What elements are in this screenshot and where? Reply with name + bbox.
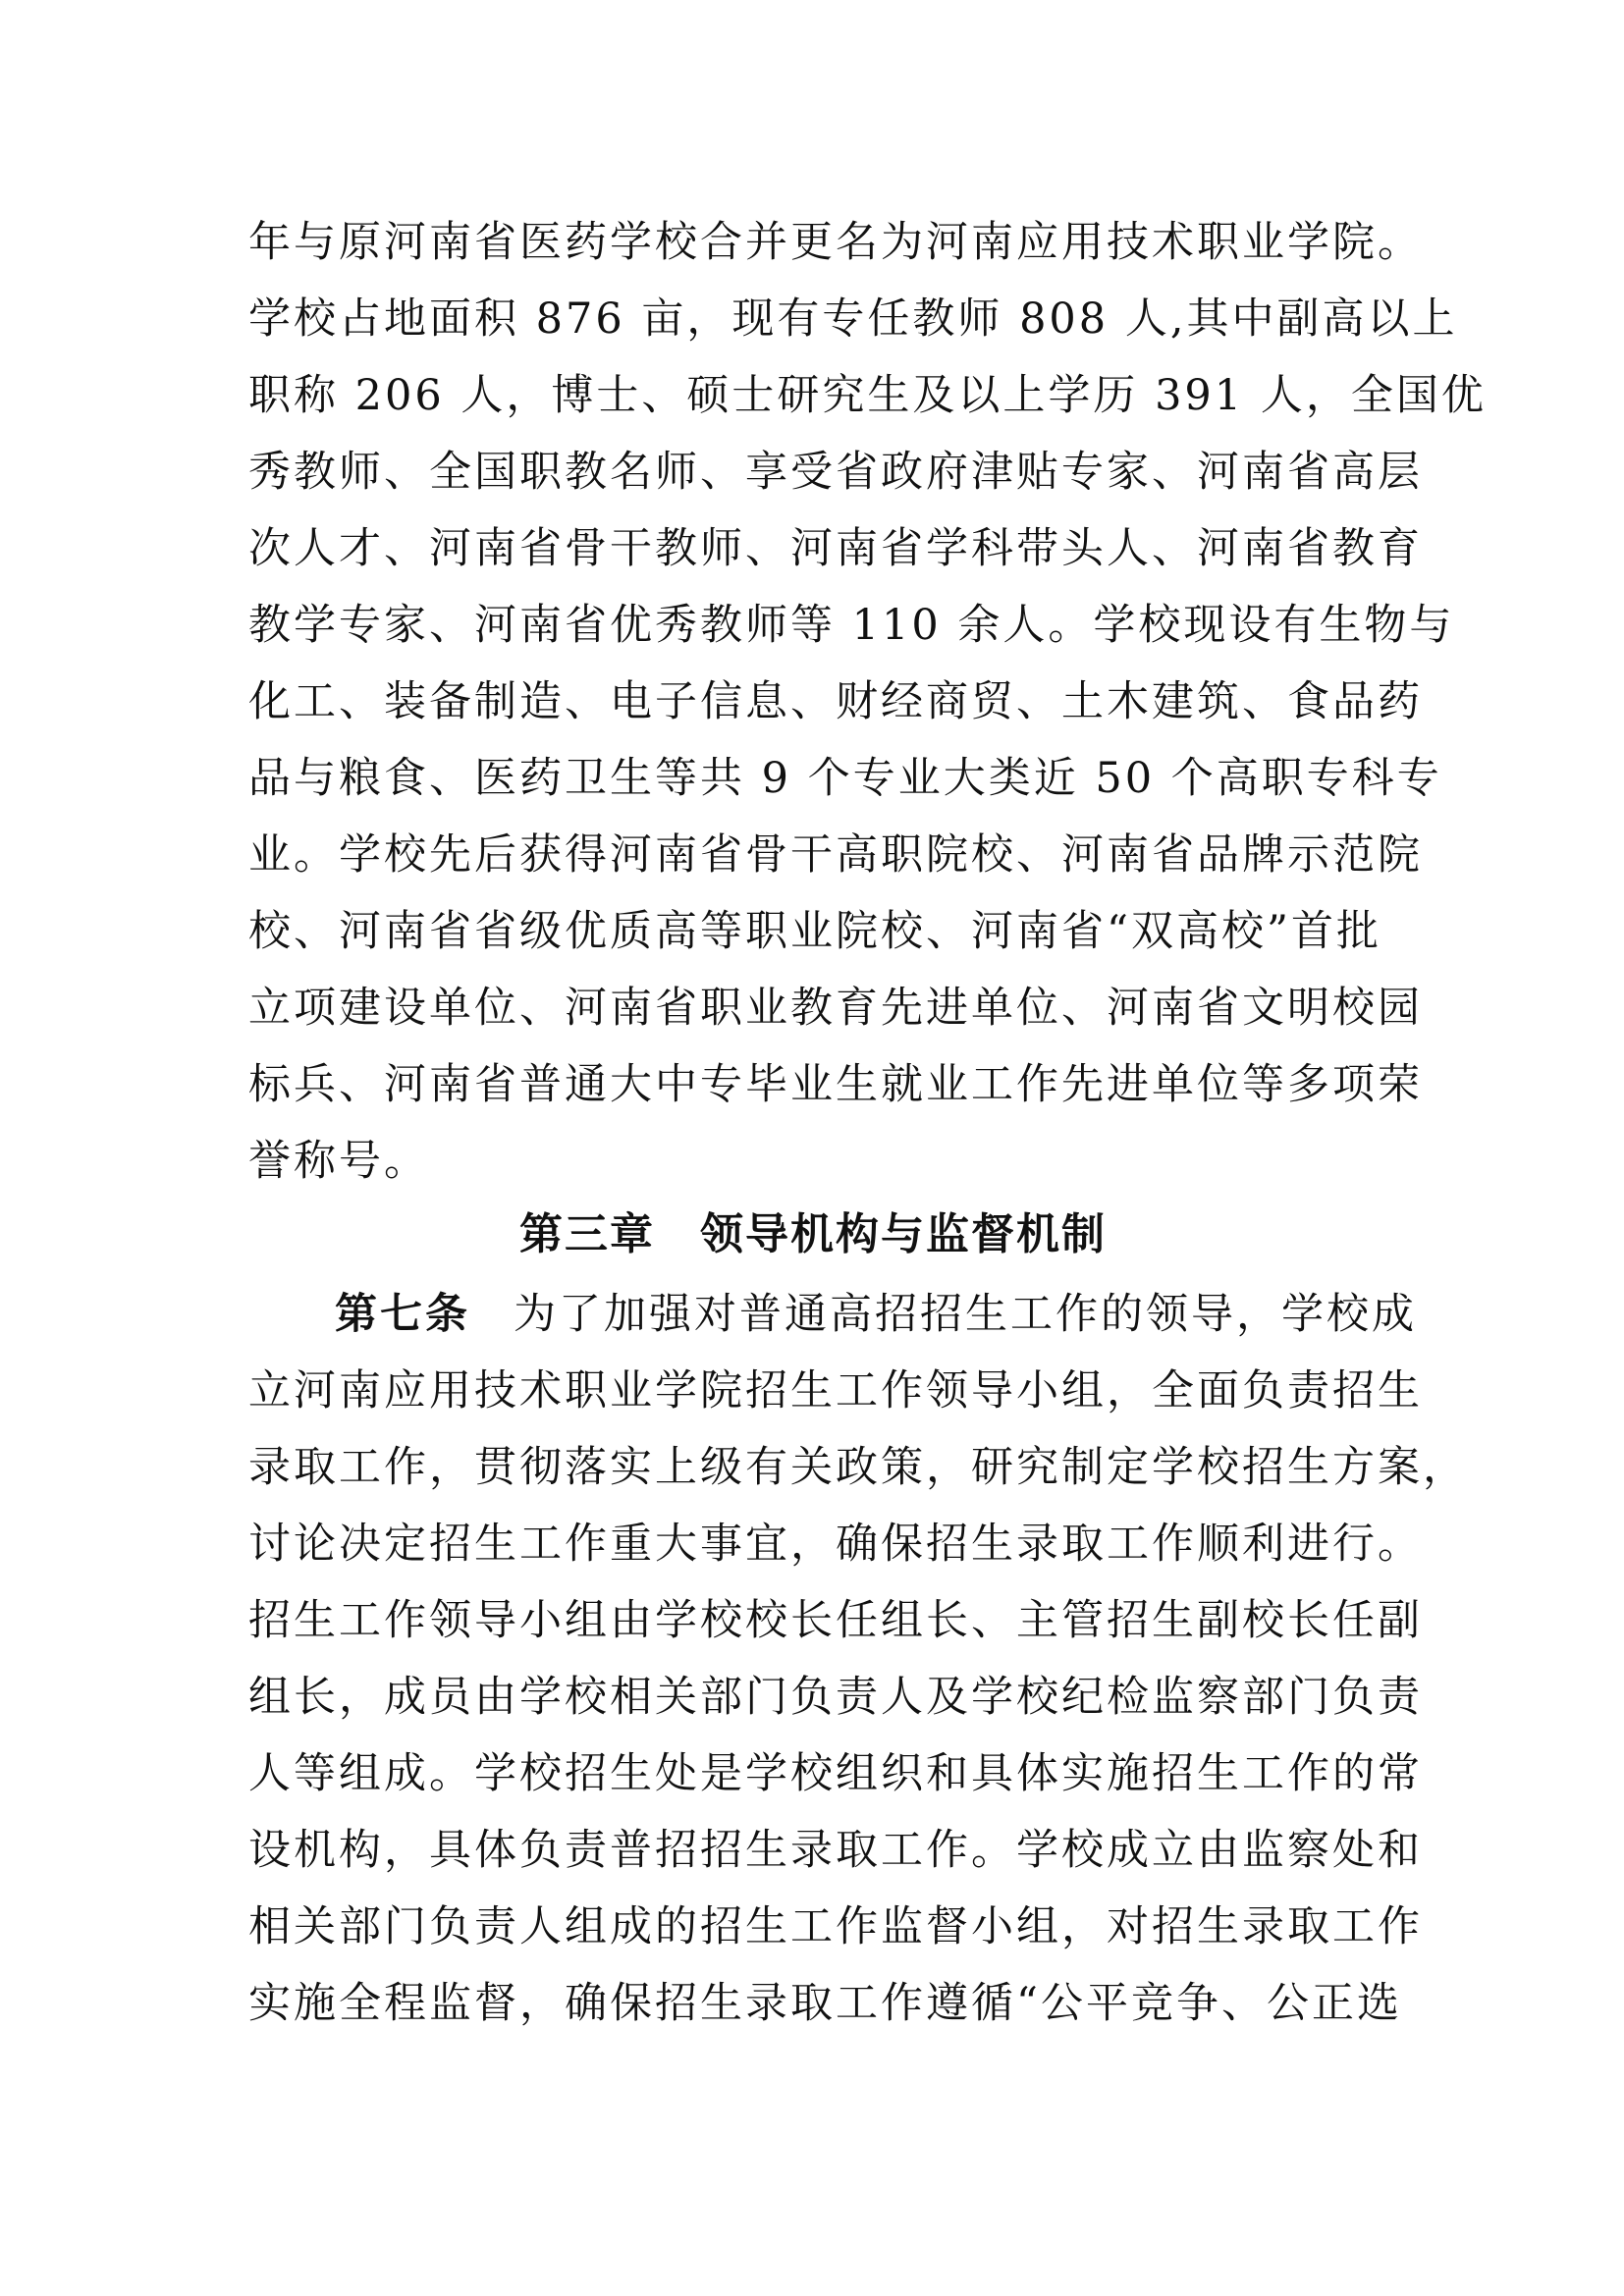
text-line: 招生工作领导小组由学校校长任组长、主管招生副校长任副 [248,1596,1423,1645]
text-line: 组长，成员由学校相关部门负责人及学校纪检监察部门负责 [248,1673,1423,1722]
text-line: 秀教师、全国职教名师、享受省政府津贴专家、河南省高层 [248,448,1423,497]
text-line: 校、河南省省级优质高等职业院校、河南省“双高校”首批 [248,907,1381,956]
text-line: 誉称号。 [248,1137,429,1186]
text-line: 次人才、河南省骨干教师、河南省学科带头人、河南省教育 [248,524,1423,573]
text-line: 录取工作，贯彻落实上级有关政策，研究制定学校招生方案， [248,1443,1468,1492]
text-line: 相关部门负责人组成的招生工作监督小组，对招生录取工作 [248,1902,1423,1951]
text-line: 讨论决定招生工作重大事宜，确保招生录取工作顺利进行。 [248,1520,1423,1569]
text-line: 设机构，具体负责普招招生录取工作。学校成立由监察处和 [248,1826,1423,1875]
text-line: 立项建设单位、河南省职业教育先进单位、河南省文明校园 [248,984,1423,1033]
text-line: 学校占地面积 876 亩，现有专任教师 808 人,其中副高以上 [248,294,1458,344]
text-line: 业。学校先后获得河南省骨干高职院校、河南省品牌示范院 [248,830,1423,880]
article-first-line [335,1276,1417,1353]
text-line: 化工、装备制造、电子信息、财经商贸、土木建筑、食品药 [248,677,1423,726]
chapter-heading: 第三章 领导机构与监督机制 [519,1209,1107,1259]
text-line: 人等组成。学校招生处是学校组织和具体实施招生工作的常 [248,1749,1423,1798]
text-line: 教学专家、河南省优秀教师等 110 余人。学校现设有生物与 [248,601,1455,650]
article-label: 第七条 [335,1290,470,1339]
text-line: 职称 206 人，博士、硕士研究生及以上学历 391 人，全国优 [248,371,1487,420]
text-line: 年与原河南省医药学校合并更名为河南应用技术职业学院。 [248,218,1423,267]
article-first-line-text: 为了加强对普通高招招生工作的领导，学校成 [514,1290,1417,1339]
text-line: 实施全程监督，确保招生录取工作遵循“公平竞争、公正选 [248,1979,1402,2028]
text-line: 标兵、河南省普通大中专毕业生就业工作先进单位等多项荣 [248,1060,1423,1109]
text-line: 立河南应用技术职业学院招生工作领导小组，全面负责招生 [248,1366,1423,1415]
text-line: 品与粮食、医药卫生等共 9 个专业大类近 50 个高职专科专 [248,754,1442,803]
